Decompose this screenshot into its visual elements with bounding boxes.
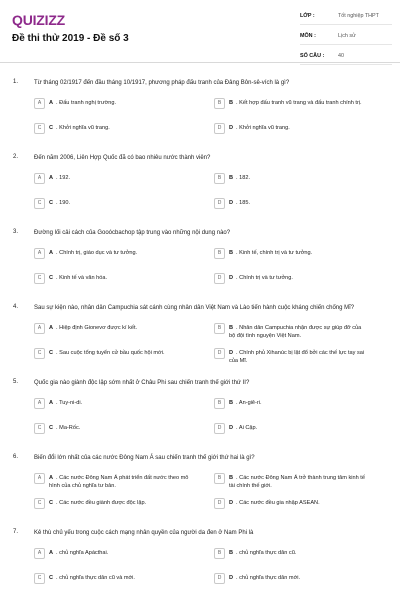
- option-letter-box: A: [34, 248, 45, 259]
- option-label: A: [49, 250, 54, 256]
- option-label: A: [49, 175, 54, 181]
- question-item: 1. Từ tháng 02/1917 đến đầu tháng 10/1917, phương pháp đấu tranh của Đảng Bôn-sê-vích là gì? A A . Đấu tranh nghị trường. B B . Kết hợp đấu tranh vũ trang và đấu tranh chính trị. C C . Khởi nghĩa vũ trang. D D . Khởi nghĩa vũ trang.: [0, 72, 400, 147]
- option-text: Ma-Rốc.: [59, 425, 81, 431]
- option-text: Sau cuộc tổng tuyển cử bầu quốc hội mới.: [59, 350, 165, 356]
- option-text: 185.: [239, 200, 251, 206]
- option-label: A: [49, 325, 54, 331]
- option-letter-box: C: [34, 273, 45, 284]
- option-letter-box: A: [34, 398, 45, 409]
- option-label: C: [49, 425, 54, 431]
- option-label: B: [229, 100, 234, 106]
- worksheet-title: Đề thi thử 2019 - Đề số 3: [12, 33, 129, 44]
- question-number: 2.: [13, 154, 19, 160]
- question-number: 6.: [13, 454, 19, 460]
- option-text: Kinh tế và văn hóa.: [59, 275, 108, 281]
- option-text: Kinh tế, chính trị và tư tưởng.: [239, 250, 313, 256]
- option-letter-box: B: [214, 548, 225, 559]
- question-item: 6. Biến đổi lớn nhất của các nước Đông Nam Á sau chiến tranh thế giới thứ hai là gì? A A . Các nước Đông Nam Á phát triển đất nước theo mô hình của chủ nghĩa tư bản. B B . Các nước Đông Nam Á trở thành trung tâm kinh tế tài chính thế giới. C C . Các nước đều giành được độc lập. D D . Các nước đều gia nhập ASEAN.: [0, 447, 400, 522]
- question-number: 7.: [13, 529, 19, 535]
- option-label: D: [229, 350, 234, 356]
- option-label: D: [229, 275, 234, 281]
- option-text: Các nước đều gia nhập ASEAN.: [239, 500, 320, 506]
- option-letter-box: D: [214, 123, 225, 134]
- question-item: 7. Kẻ thù chủ yếu trong cuộc cách mạng nhân quyền của người da đen ở Nam Phi là A A . chủ nghĩa Apácthai. B B . chủ nghĩa thực dân cũ. C C . chủ nghĩa thực dân cũ và mới. D D . chủ nghĩa thực dân mới.: [0, 522, 400, 597]
- option-label: D: [229, 500, 234, 506]
- option-letter-box: D: [214, 423, 225, 434]
- option-text: Các nước đều giành được độc lập.: [59, 500, 147, 506]
- option-label: D: [229, 125, 234, 131]
- option-letter-box: D: [214, 273, 225, 284]
- option-letter-box: A: [34, 473, 45, 484]
- question-item: 4. Sau sự kiện nào, nhân dân Campuchia sát cánh cùng nhân dân Việt Nam và Lào tiến hành cuộc kháng chiến chống Mĩ? A A . Hiệp định Gionevơ được kí kết. B B . Nhân dân Campuchia nhận được sự giúp đỡ của bộ đội tình nguyện Việt Nam. C C . Sau cuộc tổng tuyển cử bầu quốc hội mới. D D . Chính phủ Xihanúc bị lật đổ bởi các thế lực tay sai của Mĩ.: [0, 297, 400, 372]
- option-letter-box: C: [34, 498, 45, 509]
- meta-value: Lịch sử: [338, 33, 356, 39]
- option-label: B: [229, 175, 234, 181]
- question-text: Từ tháng 02/1917 đến đầu tháng 10/1917, phương pháp đấu tranh của Đảng Bôn-sê-vích là gì?: [34, 80, 290, 86]
- worksheet-header: [0, 0, 400, 63]
- option-letter-box: B: [214, 98, 225, 109]
- option-text: Kết hợp đấu tranh vũ trang và đấu tranh chính trị.: [239, 100, 362, 106]
- meta-label: LỚP :: [300, 13, 315, 19]
- option-letter-box: C: [34, 123, 45, 134]
- option-text: Hiệp định Gionevơ được kí kết.: [59, 325, 138, 331]
- option-text: Các nước Đông Nam Á phát triển đất nước theo mô hình của chủ nghĩa tư bản.: [49, 475, 189, 489]
- option-letter-box: C: [34, 573, 45, 584]
- option-label: A: [49, 100, 54, 106]
- option-letter-box: D: [214, 498, 225, 509]
- option-letter-box: C: [34, 348, 45, 359]
- option-letter-box: A: [34, 323, 45, 334]
- question-text: Kẻ thù chủ yếu trong cuộc cách mạng nhân quyền của người da đen ở Nam Phi là: [34, 530, 254, 536]
- option-letter-box: D: [214, 198, 225, 209]
- option-label: B: [229, 550, 234, 556]
- option-label: C: [49, 200, 54, 206]
- option-text: chủ nghĩa thực dân cũ và mới.: [59, 575, 135, 581]
- option-letter-box: B: [214, 473, 225, 484]
- meta-label: MÔN :: [300, 33, 316, 39]
- option-label: B: [229, 400, 234, 406]
- option-letter-box: A: [34, 548, 45, 559]
- option-letter-box: B: [214, 248, 225, 259]
- option-text: 192.: [59, 175, 71, 181]
- option-label: B: [229, 325, 234, 331]
- option-letter-box: B: [214, 323, 225, 334]
- option-label: C: [49, 275, 54, 281]
- option-text: Chính trị và tư tưởng.: [239, 275, 293, 281]
- option-letter-box: C: [34, 198, 45, 209]
- option-text: Tuy-ni-di.: [59, 400, 83, 406]
- quizizz-logo: QUIZIZZ: [12, 12, 66, 28]
- option-text: Khởi nghĩa vũ trang.: [239, 125, 290, 131]
- option-label: A: [49, 475, 54, 481]
- question-text: Đến năm 2006, Liên Hợp Quốc đã có bao nhiêu nước thành viên?: [34, 155, 211, 161]
- option-text: An-giê-ri.: [238, 400, 262, 406]
- option-text: Khởi nghĩa vũ trang.: [59, 125, 110, 131]
- meta-value: Tốt nghiệp THPT: [338, 13, 379, 19]
- question-number: 1.: [13, 79, 19, 85]
- question-number: 3.: [13, 229, 19, 235]
- option-label: C: [49, 350, 54, 356]
- meta-row-question-count: [300, 50, 392, 65]
- question-item: 2. Đến năm 2006, Liên Hợp Quốc đã có bao nhiêu nước thành viên? A A . 192. B B . 182. C C . 190. D D . 185.: [0, 147, 400, 222]
- option-text: 190.: [59, 200, 71, 206]
- question-list: [0, 72, 400, 597]
- question-item: 3. Đường lối cải cách của Gooócbachop tập trung vào những nội dung nào? A A . Chính trị, giáo dục và tư tưởng. B B . Kinh tế, chính trị và tư tưởng. C C . Kinh tế và văn hóa. D D . Chính trị và tư tưởng.: [0, 222, 400, 297]
- option-text: Đấu tranh nghị trường.: [59, 100, 117, 106]
- question-number: 5.: [13, 379, 19, 385]
- meta-row-class: [300, 10, 392, 25]
- meta-value: 40: [338, 53, 344, 59]
- question-text: Biến đổi lớn nhất của các nước Đông Nam Á sau chiến tranh thế giới thứ hai là gì?: [34, 455, 255, 461]
- option-letter-box: D: [214, 573, 225, 584]
- option-label: D: [229, 200, 234, 206]
- option-label: C: [49, 500, 54, 506]
- question-text: Đường lối cải cách của Gooócbachop tập trung vào những nội dung nào?: [34, 230, 231, 236]
- option-text: Chính trị, giáo dục và tư tưởng.: [59, 250, 138, 256]
- option-text: chủ nghĩa Apácthai.: [59, 550, 109, 556]
- option-label: A: [49, 400, 54, 406]
- worksheet-meta: [300, 10, 392, 70]
- option-text: chủ nghĩa thực dân cũ.: [239, 550, 297, 556]
- question-text: Quốc gia nào giành độc lập sớm nhất ở Châu Phi sau chiến tranh thế giới thứ II?: [34, 380, 250, 386]
- meta-label: SỐ CÂU :: [300, 53, 325, 59]
- option-text: chủ nghĩa thực dân mới.: [239, 575, 301, 581]
- option-letter-box: D: [214, 348, 225, 359]
- option-label: B: [229, 475, 234, 481]
- option-letter-box: A: [34, 173, 45, 184]
- question-number: 4.: [13, 304, 19, 310]
- option-label: A: [49, 550, 54, 556]
- option-label: D: [229, 425, 234, 431]
- option-label: D: [229, 575, 234, 581]
- meta-row-subject: [300, 30, 392, 45]
- option-letter-box: C: [34, 423, 45, 434]
- option-text: Ai Cập.: [238, 425, 258, 431]
- option-text: Các nước Đông Nam Á trở thành trung tâm kinh tế tài chính thế giới.: [229, 475, 365, 489]
- option-text: Chính phủ Xihanúc bị lật đổ bởi các thế lực tay sai của Mĩ.: [229, 350, 365, 364]
- option-label: C: [49, 125, 54, 131]
- question-item: 5. Quốc gia nào giành độc lập sớm nhất ở Châu Phi sau chiến tranh thế giới thứ II? A A . Tuy-ni-di. B B . An-giê-ri. C C . Ma-Rốc. D D . Ai Cập.: [0, 372, 400, 447]
- option-letter-box: A: [34, 98, 45, 109]
- option-text: Nhân dân Campuchia nhận được sự giúp đỡ của bộ đội tình nguyện Việt Nam.: [229, 325, 362, 339]
- option-text: 182.: [239, 175, 251, 181]
- question-text: Sau sự kiện nào, nhân dân Campuchia sát cánh cùng nhân dân Việt Nam và Lào tiến hành cuộc kháng chiến chống Mĩ?: [34, 305, 355, 311]
- option-letter-box: B: [214, 173, 225, 184]
- option-label: C: [49, 575, 54, 581]
- option-letter-box: B: [214, 398, 225, 409]
- option-label: B: [229, 250, 234, 256]
